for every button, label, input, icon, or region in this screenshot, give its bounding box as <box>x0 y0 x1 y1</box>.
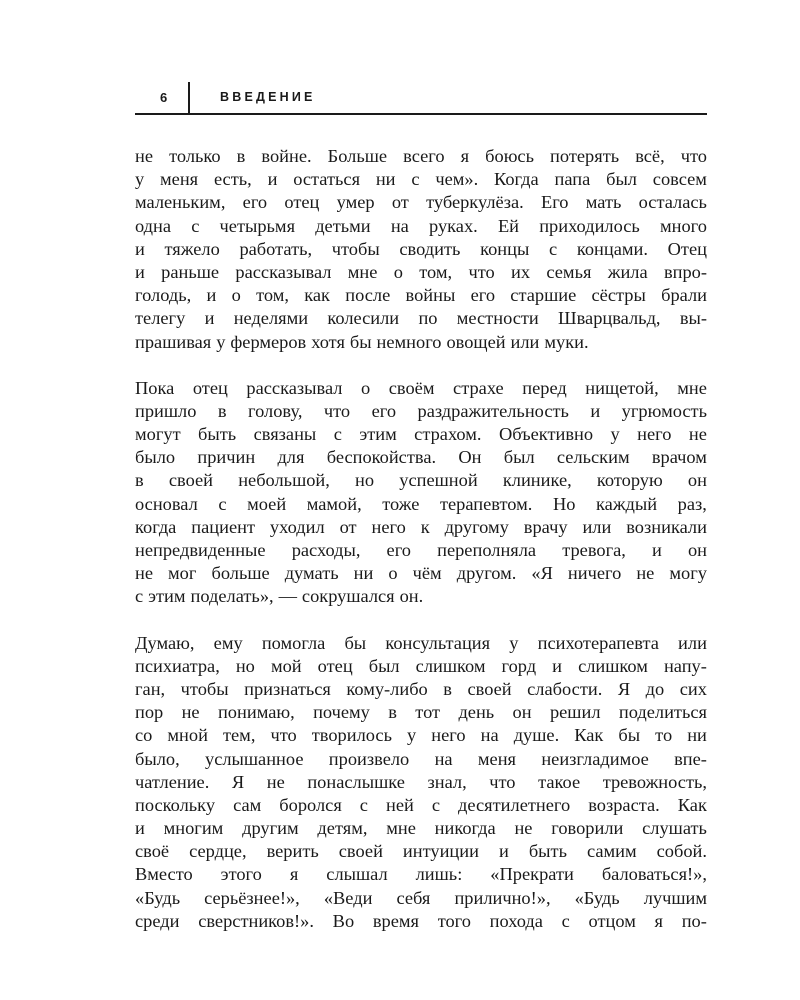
page-number: 6 <box>160 90 168 105</box>
text-line: когда пациент уходил от него к другому врачу или возникали <box>135 516 707 537</box>
text-line: телегу и неделями колесили по местности Шварцвальд, вы- <box>135 308 707 329</box>
paragraph <box>135 145 707 354</box>
text-line: поскольку сам боролся с ней с десятилетнего возраста. Как <box>135 794 707 815</box>
text-line: Думаю, ему помогла бы консультация у психотерапевта или <box>135 632 707 653</box>
text-line: со мной тем, что творилось у него на душе. Как бы то ни <box>135 725 707 746</box>
header-rule <box>135 113 707 115</box>
text-line: Вместо этого я слышал лишь: «Прекрати баловаться!», <box>135 864 707 885</box>
text-line: у меня есть, и остаться ни с чем». Когда папа был совсем <box>135 169 707 190</box>
text-line: основал с моей мамой, тоже терапевтом. Но каждый раз, <box>135 493 707 514</box>
paragraph <box>135 632 707 933</box>
body-text <box>135 145 707 956</box>
text-line: «Будь серьёзнее!», «Веди себя прилично!», «Будь лучшим <box>135 887 707 908</box>
text-line: с этим поделать», — сокрушался он. <box>135 586 424 607</box>
paragraph <box>135 377 707 609</box>
text-line: и раньше рассказывал мне о том, что их семья жила впро- <box>135 261 707 282</box>
text-line: психиатра, но мой отец был слишком горд и слишком напу- <box>135 655 707 676</box>
text-line: не только в войне. Больше всего я боюсь потерять всё, что <box>135 146 707 166</box>
text-line: было, услышанное произвело на меня неизгладимое впе- <box>135 748 707 769</box>
header-divider <box>188 82 190 114</box>
text-line: не мог больше думать ни о чём другом. «Я ничего не могу <box>135 563 707 584</box>
text-line: прашивая у фермеров хотя бы немного овощей или муки. <box>135 331 589 352</box>
text-line: непредвиденные расходы, его переполняла тревога, и он <box>135 540 707 560</box>
text-line: чатление. Я не понаслышке знал, что такое тревожность, <box>135 771 707 792</box>
text-line: и многим другим детям, мне никогда не говорили слушать <box>135 818 707 839</box>
text-line: ган, чтобы признаться кому-либо в своей слабости. Я до сих <box>135 678 707 699</box>
text-line: Пока отец рассказывал о своём страхе перед нищетой, мне <box>135 377 707 398</box>
text-line: маленьким, его отец умер от туберкулёза. Его мать осталась <box>135 192 707 213</box>
text-line: своё сердце, верить своей интуиции и быть самим собой. <box>135 841 707 862</box>
text-line: пришло в голову, что его раздражительность и угрюмость <box>135 400 707 421</box>
text-line: среди сверстников!». Во время того похода с отцом я по- <box>135 910 707 931</box>
section-title: ВВЕДЕНИЕ <box>220 90 316 104</box>
text-line: пор не понимаю, почему в тот день он решил поделиться <box>135 702 707 723</box>
running-head <box>135 82 707 116</box>
text-line: было причин для беспокойства. Он был сельским врачом <box>135 447 707 468</box>
text-line: и тяжело работать, чтобы сводить концы с концами. Отец <box>135 238 707 259</box>
text-line: голодь, и о том, как после войны его старшие сёстры брали <box>135 285 707 306</box>
text-line: могут быть связаны с этим страхом. Объективно у него не <box>135 424 707 445</box>
text-line: в своей небольшой, но успешной клинике, которую он <box>135 470 707 491</box>
text-line: одна с четырьмя детьми на руках. Ей приходилось много <box>135 215 707 236</box>
